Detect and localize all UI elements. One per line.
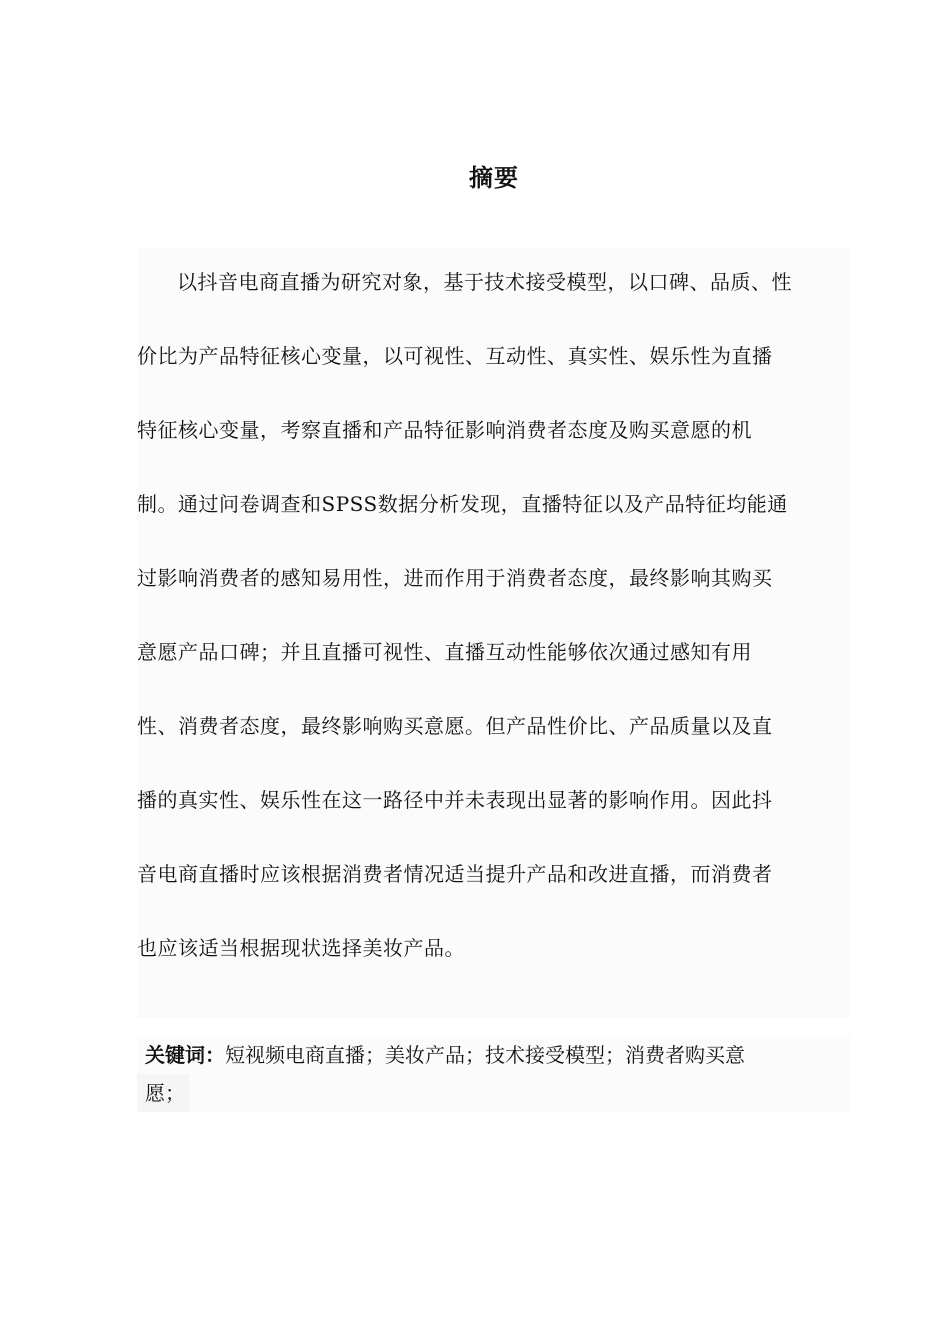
abstract-line-10: 也应该适当根据现状选择美妆产品。 [137, 936, 465, 960]
abstract-line-1: 以抖音电商直播为研究对象，基于技术接受模型，以口碑、品质、性 [177, 270, 792, 294]
abstract-body [137, 248, 850, 1018]
keywords-text-continued: 愿； [137, 1074, 189, 1112]
page-title: 摘要 [469, 164, 519, 192]
abstract-line-4: 制。通过问卷调查和SPSS数据分析发现，直播特征以及产品特征均能通 [137, 492, 788, 516]
abstract-line-6: 意愿产品口碑；并且直播可视性、直播互动性能够依次通过感知有用 [137, 640, 752, 664]
abstract-line-8: 播的真实性、娱乐性在这一路径中并未表现出显著的影响作用。因此抖 [137, 788, 773, 812]
abstract-line-2: 价比为产品特征核心变量，以可视性、互动性、真实性、娱乐性为直播 [137, 344, 773, 368]
abstract-line-7: 性、消费者态度，最终影响购买意愿。但产品性价比、产品质量以及直 [137, 714, 773, 738]
abstract-line-3: 特征核心变量，考察直播和产品特征影响消费者态度及购买意愿的机 [137, 418, 752, 442]
keywords-label: 关键词： [145, 1043, 225, 1067]
keywords-section [137, 1036, 850, 1112]
abstract-line-5: 过影响消费者的感知易用性，进而作用于消费者态度，最终影响其购买 [137, 566, 773, 590]
abstract-line-9: 音电商直播时应该根据消费者情况适当提升产品和改进直播，而消费者 [137, 862, 773, 886]
keywords-text: 短视频电商直播；美妆产品；技术接受模型；消费者购买意 [225, 1043, 745, 1067]
